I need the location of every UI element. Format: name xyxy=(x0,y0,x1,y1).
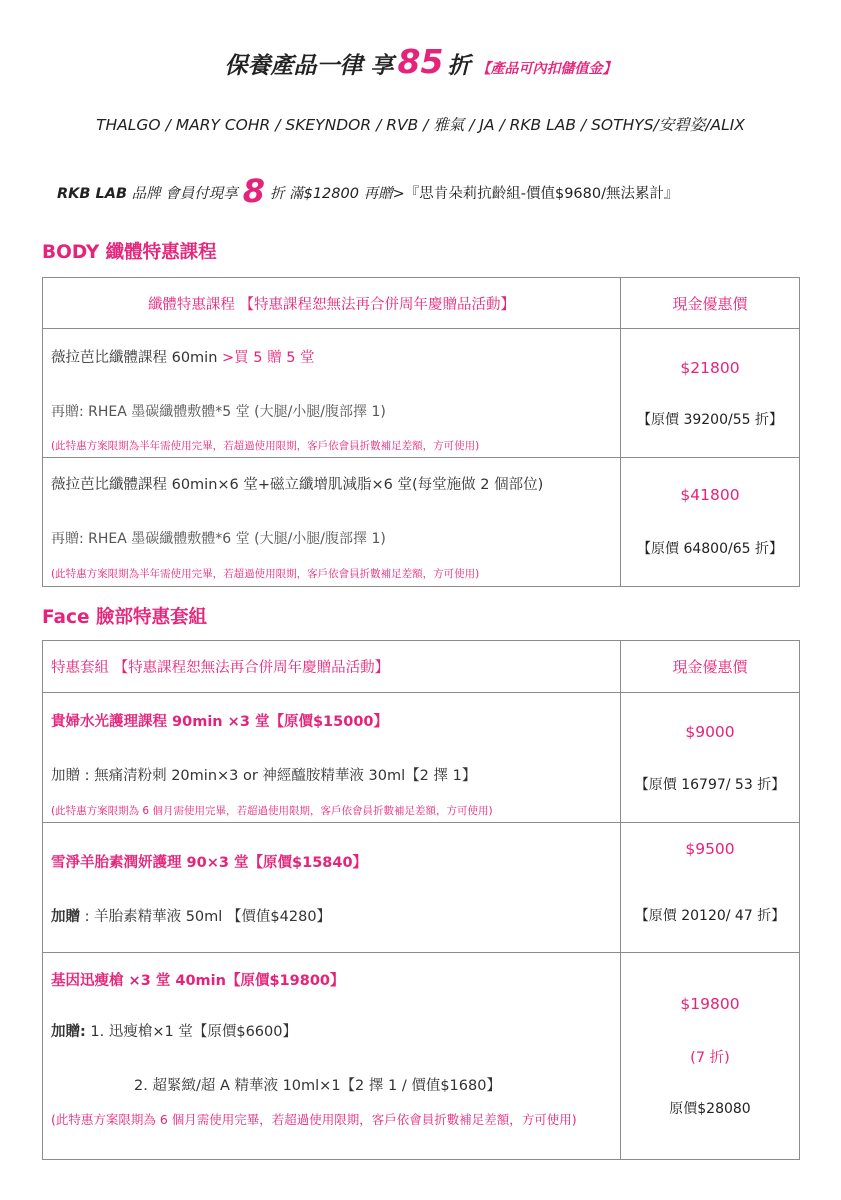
face-course-table xyxy=(42,640,800,1160)
course-title: 薇拉芭比纖體課程 60min xyxy=(51,350,218,366)
table-header-row xyxy=(43,278,800,329)
rkb-text-2: 折 滿$12800 再贈> xyxy=(270,186,405,202)
rkb-gift: 『思肯朵莉抗齡組-價值$9680/無法累計』 xyxy=(404,186,679,202)
headline-discount xyxy=(0,42,841,81)
table-row xyxy=(43,329,800,458)
gift-label: 加贈 xyxy=(51,909,80,925)
table-row xyxy=(43,458,800,587)
rkb-brand: RKB LAB xyxy=(57,186,128,202)
face-row-2-details xyxy=(43,823,621,953)
course-name: 基因迅瘦槍 ×3 堂 40min【原價$19800】 xyxy=(51,973,345,989)
face-header-left: 特惠套組 【特惠課程恕無法再合併周年慶贈品活動】 xyxy=(43,641,621,693)
cash-price: $21800 xyxy=(680,359,740,377)
face-row-3-details xyxy=(43,953,621,1160)
cash-price: $9000 xyxy=(685,723,735,741)
face-section-title: Face 臉部特惠套組 xyxy=(42,607,207,628)
original-price: 【原價 20120/ 47 折】 xyxy=(634,908,786,924)
course-note: (此特惠方案限期為 6 個月需使用完畢，若超過使用限期，客戶依會員折數補足差額，方可使用) xyxy=(51,1112,577,1127)
original-price: 【原價 16797/ 53 折】 xyxy=(634,777,786,793)
face-row-2-price xyxy=(621,823,800,953)
course-note: (此特惠方案限期為 6 個月需使用完畢，若超過使用限期，客戶依會員折數補足差額，方可使用) xyxy=(51,805,493,817)
cash-price: $9500 xyxy=(685,840,735,858)
face-row-1-details xyxy=(43,693,621,823)
course-name xyxy=(51,346,315,367)
course-name: 貴婦水光護理課程 90min ×3 堂【原價$15000】 xyxy=(51,714,388,730)
body-row-2-price xyxy=(621,458,800,587)
body-row-1-details xyxy=(43,329,621,458)
body-row-1-price xyxy=(621,329,800,458)
original-price: 【原價 64800/65 折】 xyxy=(637,541,783,557)
body-course-table xyxy=(42,277,800,587)
gift-text: : 羊胎素精華液 50ml 【價值$4280】 xyxy=(80,909,332,925)
body-section-title: BODY 纖體特惠課程 xyxy=(42,242,217,263)
table-header-row xyxy=(43,641,800,693)
brand-list: THALGO / MARY COHR / SKEYNDOR / RVB / 雅氣 / JA / RKB LAB / SOTHYS/安碧姿/ALIX xyxy=(96,116,745,134)
table-row xyxy=(43,693,800,823)
cash-price: $19800 xyxy=(680,995,740,1013)
gift-text-1: 1. 迅瘦槍×1 堂【原價$6600】 xyxy=(85,1024,297,1040)
course-gift: 再贈: RHEA 墨碳纖體敷體*6 堂 (大腿/小腿/腹部擇 1) xyxy=(51,531,386,547)
face-row-1-price xyxy=(621,693,800,823)
cash-price: $41800 xyxy=(680,486,740,504)
headline-text: 保養產品一律 享 xyxy=(224,53,394,79)
course-note: (此特惠方案限期為半年需使用完畢，若超過使用限期，客戶依會員折數補足差額，方可使用) xyxy=(51,440,480,452)
course-gift xyxy=(51,905,331,926)
body-header-right: 現金優惠價 xyxy=(621,278,800,329)
rkb-promo-line xyxy=(57,172,678,210)
original-price: 【原價 39200/55 折】 xyxy=(637,412,783,428)
table-row xyxy=(43,823,800,953)
body-header-left: 纖體特惠課程 【特惠課程恕無法再合併周年慶贈品活動】 xyxy=(43,278,621,329)
face-header-right: 現金優惠價 xyxy=(621,641,800,693)
headline-tag: 【產品可內扣儲值金】 xyxy=(476,61,617,77)
course-gift-1 xyxy=(51,1020,297,1041)
course-gift: 加贈 : 無痛清粉刺 20min×3 or 神經醯胺精華液 30ml【2 擇 1】 xyxy=(51,768,477,784)
course-name: 雪淨羊胎素潤妍護理 90×3 堂【原價$15840】 xyxy=(51,855,368,871)
gift-label: 加贈: xyxy=(51,1024,86,1040)
rkb-discount-number: 8 xyxy=(242,172,265,210)
discount-rate: (7 折) xyxy=(690,1050,730,1066)
rkb-text-1: 品牌 會員付現享 xyxy=(131,186,238,202)
face-row-3-price xyxy=(621,953,800,1160)
course-promo: >買 5 贈 5 堂 xyxy=(222,350,315,366)
headline-suffix: 折 xyxy=(447,53,471,79)
course-gift-2: 2. 超緊緻/超 A 精華液 10ml×1【2 擇 1 / 價值$1680】 xyxy=(134,1078,501,1094)
course-note: (此特惠方案限期為半年需使用完畢，若超過使用限期，客戶依會員折數補足差額，方可使用) xyxy=(51,568,480,580)
course-gift: 再贈: RHEA 墨碳纖體敷體*5 堂 (大腿/小腿/腹部擇 1) xyxy=(51,404,386,420)
course-name: 薇拉芭比纖體課程 60min×6 堂+磁立纖增肌減脂×6 堂(每堂施做 2 個部位) xyxy=(51,477,544,493)
original-price: 原價$28080 xyxy=(669,1101,751,1117)
headline-discount-number: 85 xyxy=(397,42,444,81)
table-row xyxy=(43,953,800,1160)
body-row-2-details xyxy=(43,458,621,587)
